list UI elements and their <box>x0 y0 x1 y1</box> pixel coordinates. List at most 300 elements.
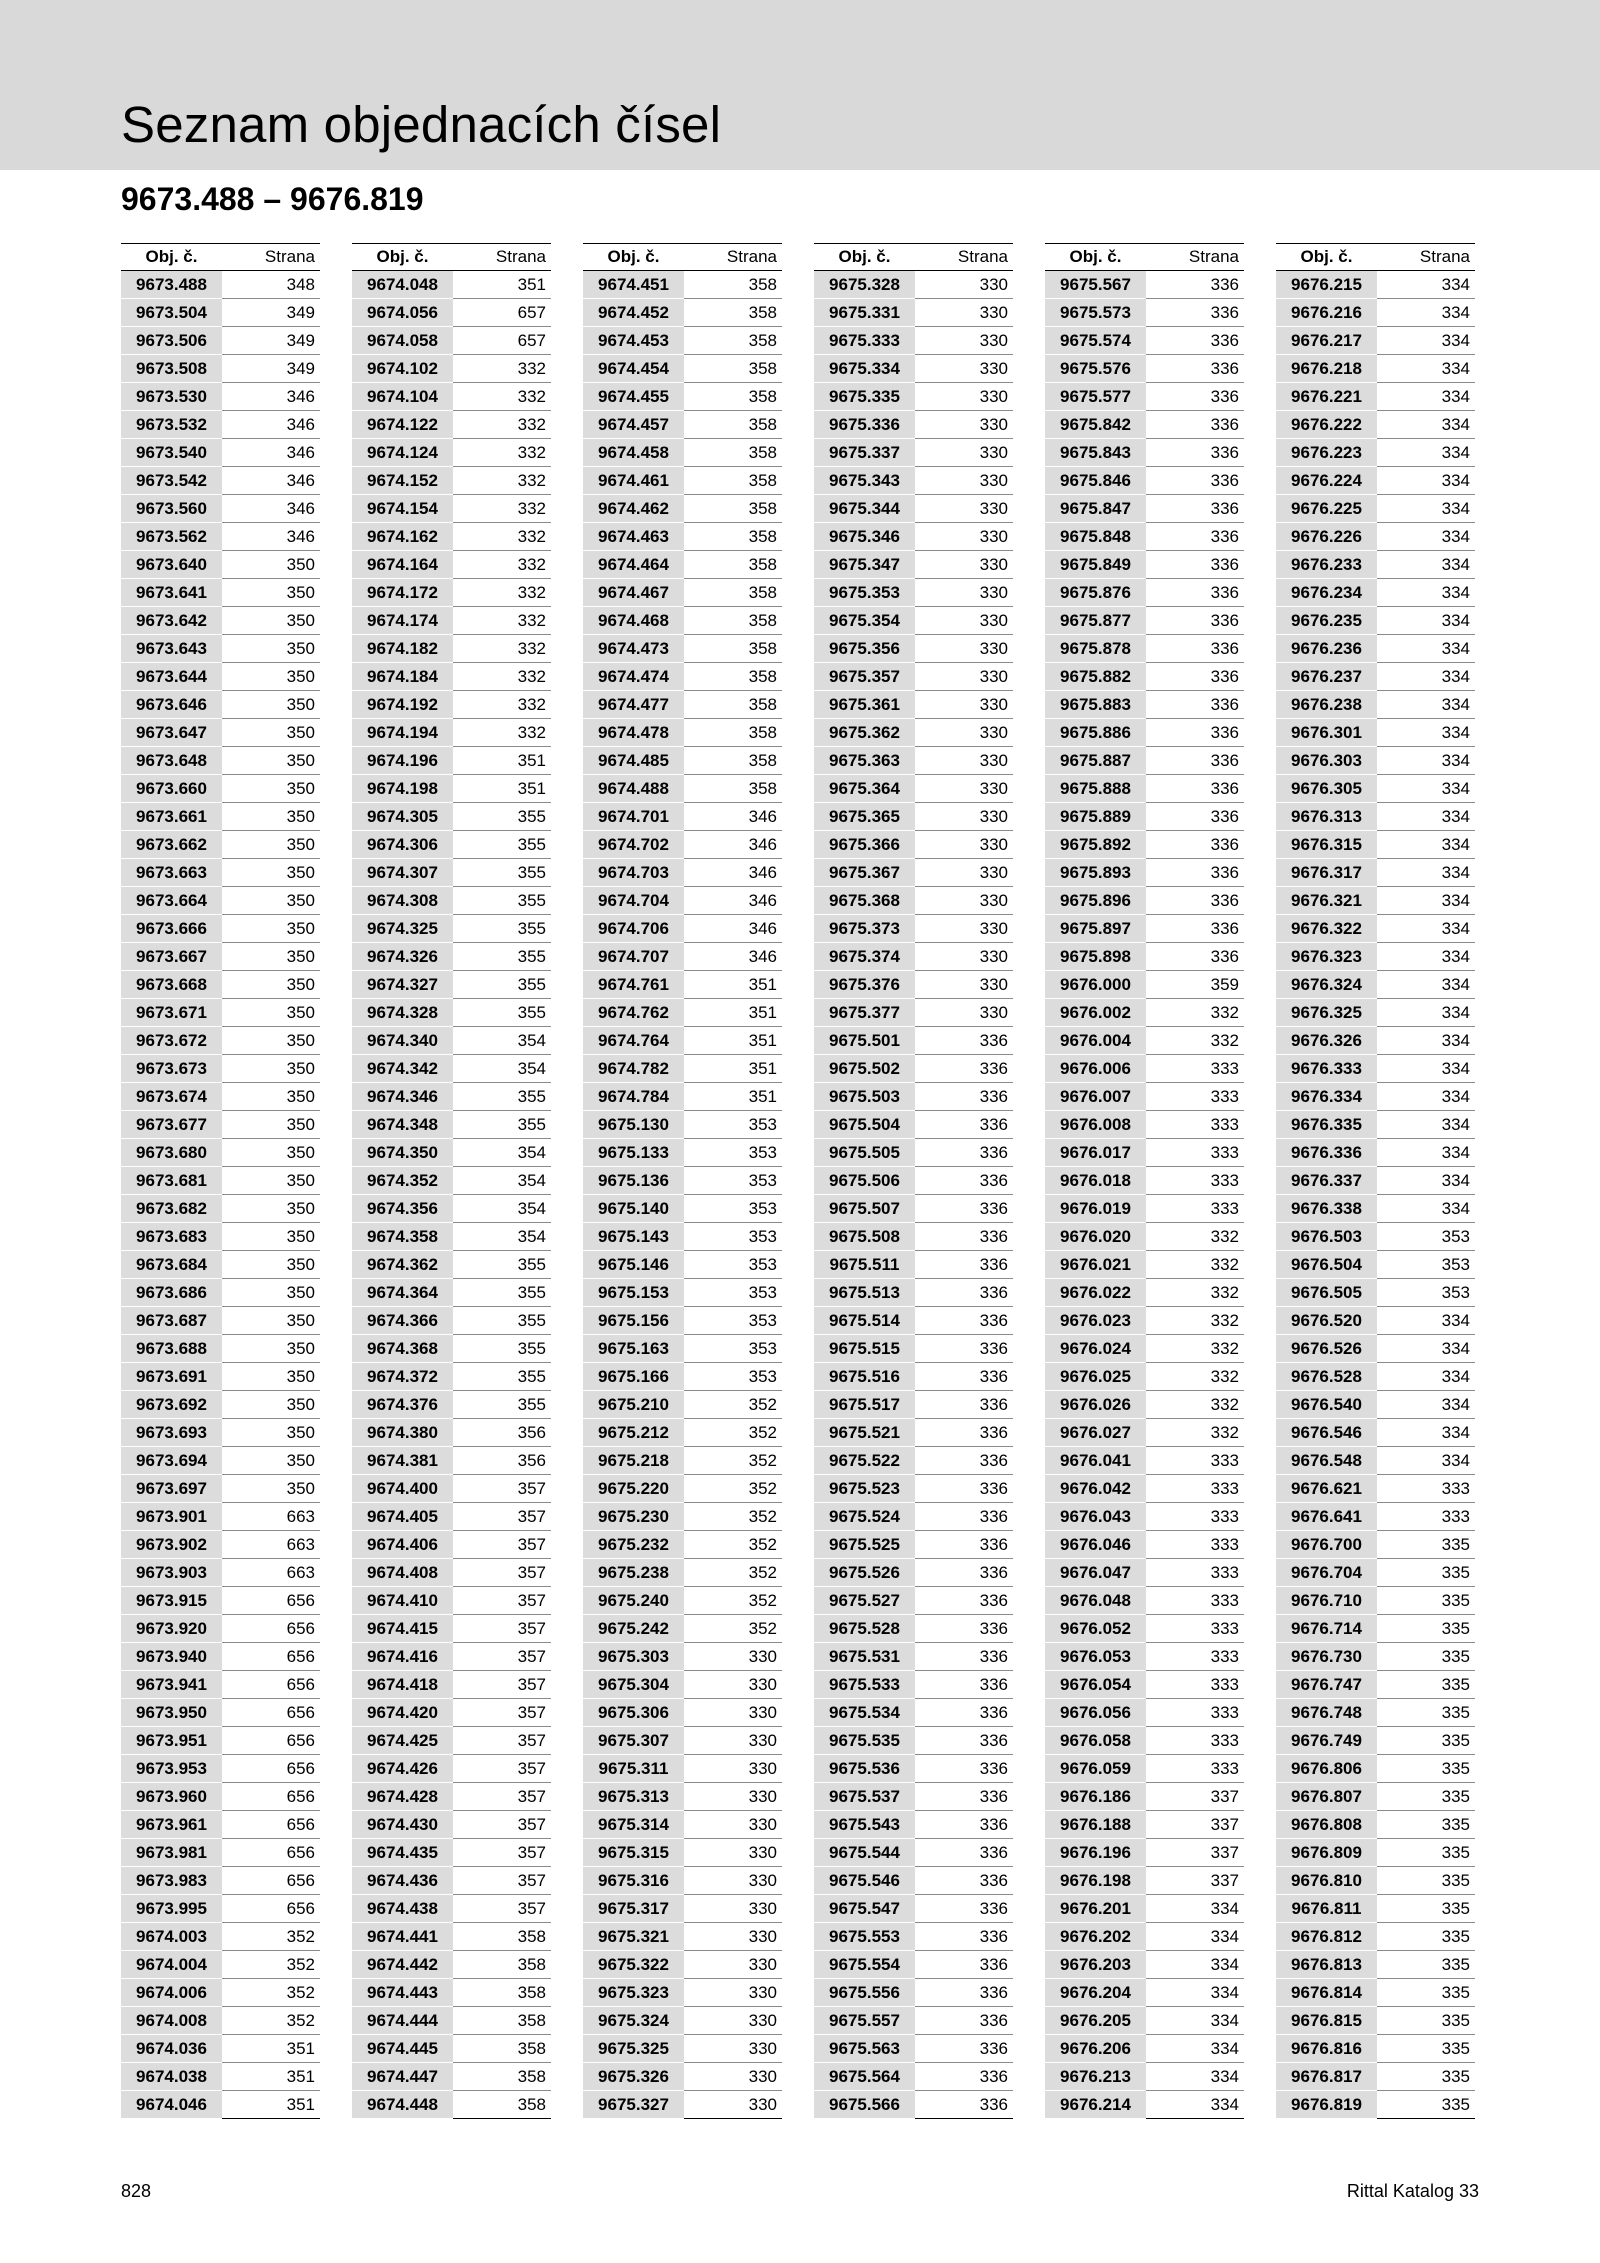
page-reference: 332 <box>1146 1027 1244 1055</box>
order-number: 9675.218 <box>583 1447 684 1475</box>
table-row <box>121 1419 320 1447</box>
order-number: 9674.703 <box>583 859 684 887</box>
table-row <box>121 1727 320 1755</box>
page-reference: 330 <box>915 663 1013 691</box>
order-number: 9676.006 <box>1045 1055 1146 1083</box>
table-row <box>814 1615 1013 1643</box>
order-number: 9673.950 <box>121 1699 222 1727</box>
order-number: 9674.162 <box>352 523 453 551</box>
table-row <box>1045 859 1244 887</box>
order-number: 9674.408 <box>352 1559 453 1587</box>
order-number: 9675.377 <box>814 999 915 1027</box>
table-row <box>1045 1447 1244 1475</box>
order-number: 9676.202 <box>1045 1923 1146 1951</box>
order-number: 9673.542 <box>121 467 222 495</box>
order-number: 9675.361 <box>814 691 915 719</box>
page-reference: 332 <box>453 467 551 495</box>
table-row <box>583 1419 782 1447</box>
order-number: 9676.335 <box>1276 1111 1377 1139</box>
order-number: 9675.353 <box>814 579 915 607</box>
table-row <box>583 999 782 1027</box>
table-row <box>814 271 1013 299</box>
table-header-row <box>352 244 551 271</box>
page-reference: 336 <box>1146 663 1244 691</box>
table-row <box>1276 775 1475 803</box>
order-number: 9675.877 <box>1045 607 1146 635</box>
table-row <box>1276 1839 1475 1867</box>
page-reference: 337 <box>1146 1811 1244 1839</box>
table-row <box>1276 635 1475 663</box>
order-number: 9675.306 <box>583 1699 684 1727</box>
order-number: 9674.362 <box>352 1251 453 1279</box>
page-reference: 330 <box>915 523 1013 551</box>
order-number: 9676.058 <box>1045 1727 1146 1755</box>
page-reference: 350 <box>222 1307 320 1335</box>
page-reference: 352 <box>684 1447 782 1475</box>
order-number: 9675.889 <box>1045 803 1146 831</box>
order-number: 9676.816 <box>1276 2035 1377 2063</box>
order-number: 9674.458 <box>583 439 684 467</box>
order-number: 9676.206 <box>1045 2035 1146 2063</box>
page-reference: 330 <box>684 1951 782 1979</box>
order-number: 9674.707 <box>583 943 684 971</box>
table-row <box>814 1923 1013 1951</box>
page-reference: 350 <box>222 1083 320 1111</box>
order-number: 9676.323 <box>1276 943 1377 971</box>
order-number: 9675.311 <box>583 1755 684 1783</box>
page-reference: 353 <box>684 1307 782 1335</box>
page-reference: 333 <box>1146 1615 1244 1643</box>
page-reference: 335 <box>1377 1811 1475 1839</box>
page-reference: 352 <box>684 1475 782 1503</box>
page-reference: 350 <box>222 1475 320 1503</box>
page-reference: 663 <box>222 1531 320 1559</box>
order-number: 9674.426 <box>352 1755 453 1783</box>
table-row <box>352 1755 551 1783</box>
order-number: 9674.430 <box>352 1811 453 1839</box>
order-number: 9673.643 <box>121 635 222 663</box>
order-number: 9676.223 <box>1276 439 1377 467</box>
page-reference: 358 <box>684 635 782 663</box>
order-number: 9676.222 <box>1276 411 1377 439</box>
page-reference: 334 <box>1377 1335 1475 1363</box>
table-row <box>814 635 1013 663</box>
order-number: 9676.002 <box>1045 999 1146 1027</box>
order-number: 9676.305 <box>1276 775 1377 803</box>
order-number: 9675.577 <box>1045 383 1146 411</box>
order-number: 9675.526 <box>814 1559 915 1587</box>
order-number: 9675.525 <box>814 1531 915 1559</box>
page-reference: 358 <box>684 607 782 635</box>
order-number: 9676.224 <box>1276 467 1377 495</box>
order-number: 9676.052 <box>1045 1615 1146 1643</box>
page-reference: 349 <box>222 299 320 327</box>
table-row <box>1045 271 1244 299</box>
page-reference: 358 <box>453 2035 551 2063</box>
page-reference: 346 <box>222 467 320 495</box>
page-reference: 337 <box>1146 1839 1244 1867</box>
order-number: 9676.048 <box>1045 1587 1146 1615</box>
order-number: 9676.027 <box>1045 1419 1146 1447</box>
table-row <box>583 1951 782 1979</box>
page-reference: 332 <box>453 719 551 747</box>
order-number: 9675.317 <box>583 1895 684 1923</box>
page-reference: 355 <box>453 1335 551 1363</box>
order-number: 9673.680 <box>121 1139 222 1167</box>
table-row <box>1276 1475 1475 1503</box>
order-number: 9676.216 <box>1276 299 1377 327</box>
table-header-row <box>1045 244 1244 271</box>
order-number: 9674.048 <box>352 271 453 299</box>
table-row <box>1276 1895 1475 1923</box>
table-row <box>583 775 782 803</box>
table-row <box>814 1251 1013 1279</box>
order-number: 9675.537 <box>814 1783 915 1811</box>
page-reference: 330 <box>915 747 1013 775</box>
table-row <box>814 1139 1013 1167</box>
page-reference: 330 <box>915 495 1013 523</box>
order-number: 9675.893 <box>1045 859 1146 887</box>
table-row <box>121 1391 320 1419</box>
table-row <box>583 663 782 691</box>
order-number: 9673.920 <box>121 1615 222 1643</box>
order-number: 9676.730 <box>1276 1643 1377 1671</box>
order-number: 9676.504 <box>1276 1251 1377 1279</box>
order-number: 9676.236 <box>1276 635 1377 663</box>
order-number: 9674.306 <box>352 831 453 859</box>
page-reference: 350 <box>222 971 320 999</box>
table-row <box>352 831 551 859</box>
table-row <box>352 1251 551 1279</box>
table-row <box>1045 999 1244 1027</box>
order-number: 9674.004 <box>121 1951 222 1979</box>
order-number: 9674.340 <box>352 1027 453 1055</box>
order-number: 9676.810 <box>1276 1867 1377 1895</box>
table-row <box>352 1895 551 1923</box>
table-row <box>121 1055 320 1083</box>
table-row <box>352 943 551 971</box>
table-row <box>352 1307 551 1335</box>
order-number: 9676.814 <box>1276 1979 1377 2007</box>
order-number: 9676.317 <box>1276 859 1377 887</box>
page-reference: 350 <box>222 1279 320 1307</box>
table-row <box>1045 551 1244 579</box>
page-reference: 350 <box>222 999 320 1027</box>
page-reference: 352 <box>684 1419 782 1447</box>
page-reference: 346 <box>684 887 782 915</box>
order-number: 9676.056 <box>1045 1699 1146 1727</box>
order-number: 9674.415 <box>352 1615 453 1643</box>
table-row <box>352 1839 551 1867</box>
table-row <box>121 1279 320 1307</box>
order-number: 9676.548 <box>1276 1447 1377 1475</box>
table-row <box>1045 1671 1244 1699</box>
page-reference: 333 <box>1146 1643 1244 1671</box>
table-row <box>583 2091 782 2119</box>
order-number: 9674.453 <box>583 327 684 355</box>
order-number: 9673.903 <box>121 1559 222 1587</box>
table-row <box>121 467 320 495</box>
page-reference: 336 <box>1146 383 1244 411</box>
table-row <box>814 1643 1013 1671</box>
order-number: 9676.817 <box>1276 2063 1377 2091</box>
page-reference: 352 <box>684 1559 782 1587</box>
page-title: Seznam objednacích čísel <box>121 96 722 153</box>
table-row <box>814 467 1013 495</box>
table-row <box>583 915 782 943</box>
order-number: 9674.473 <box>583 635 684 663</box>
page-reference: 656 <box>222 1671 320 1699</box>
table-row <box>121 1111 320 1139</box>
table-row <box>583 355 782 383</box>
table-row <box>1045 1979 1244 2007</box>
page-reference: 336 <box>915 1195 1013 1223</box>
table-row <box>121 1643 320 1671</box>
table-row <box>1045 2063 1244 2091</box>
order-number: 9676.334 <box>1276 1083 1377 1111</box>
page-reference: 336 <box>1146 523 1244 551</box>
table-row <box>121 719 320 747</box>
table-row <box>583 467 782 495</box>
table-row <box>814 1111 1013 1139</box>
page-reference: 332 <box>453 635 551 663</box>
page-reference: 333 <box>1377 1503 1475 1531</box>
order-number: 9675.357 <box>814 663 915 691</box>
order-number: 9674.046 <box>121 2091 222 2119</box>
order-number: 9673.677 <box>121 1111 222 1139</box>
page-reference: 336 <box>915 1811 1013 1839</box>
page-reference: 330 <box>915 775 1013 803</box>
order-number: 9674.174 <box>352 607 453 635</box>
order-number: 9675.326 <box>583 2063 684 2091</box>
table-row <box>1276 1503 1475 1531</box>
order-number: 9673.664 <box>121 887 222 915</box>
table-row <box>1045 831 1244 859</box>
table-header-row <box>1276 244 1475 271</box>
page-reference: 357 <box>453 1895 551 1923</box>
page-reference: 334 <box>1377 271 1475 299</box>
order-number: 9675.331 <box>814 299 915 327</box>
order-number: 9674.457 <box>583 411 684 439</box>
order-number: 9675.374 <box>814 943 915 971</box>
table-row <box>121 1335 320 1363</box>
table-row <box>1276 1811 1475 1839</box>
order-number: 9673.672 <box>121 1027 222 1055</box>
table-row <box>1045 1503 1244 1531</box>
page-reference: 336 <box>1146 943 1244 971</box>
order-number: 9676.503 <box>1276 1223 1377 1251</box>
table-row <box>583 579 782 607</box>
order-number: 9675.212 <box>583 1419 684 1447</box>
page-reference: 355 <box>453 1083 551 1111</box>
page-reference: 335 <box>1377 1783 1475 1811</box>
table-row <box>814 1391 1013 1419</box>
table-row <box>121 1223 320 1251</box>
table-row <box>1276 1447 1475 1475</box>
page-reference: 357 <box>453 1699 551 1727</box>
table-row <box>352 1503 551 1531</box>
order-table-1 <box>121 243 320 2119</box>
table-row <box>1045 439 1244 467</box>
page-reference: 357 <box>453 1783 551 1811</box>
order-number: 9675.527 <box>814 1587 915 1615</box>
order-number: 9674.350 <box>352 1139 453 1167</box>
page-reference: 350 <box>222 1055 320 1083</box>
table-row <box>352 1083 551 1111</box>
table-row <box>352 1391 551 1419</box>
order-number: 9673.504 <box>121 299 222 327</box>
order-number: 9673.532 <box>121 411 222 439</box>
page-reference: 336 <box>915 1307 1013 1335</box>
page-reference: 332 <box>1146 1251 1244 1279</box>
order-number: 9674.418 <box>352 1671 453 1699</box>
order-number: 9675.240 <box>583 1587 684 1615</box>
table-row <box>352 1727 551 1755</box>
order-number: 9675.536 <box>814 1755 915 1783</box>
page-reference: 330 <box>684 1839 782 1867</box>
table-row <box>1045 2035 1244 2063</box>
page-reference: 330 <box>915 607 1013 635</box>
order-number: 9674.194 <box>352 719 453 747</box>
page-reference: 336 <box>915 1783 1013 1811</box>
page-reference: 332 <box>453 439 551 467</box>
table-row <box>1045 971 1244 999</box>
order-number: 9673.560 <box>121 495 222 523</box>
page-reference: 336 <box>1146 915 1244 943</box>
table-row <box>583 2063 782 2091</box>
order-number: 9673.688 <box>121 1335 222 1363</box>
page-reference: 357 <box>453 1671 551 1699</box>
table-row <box>583 1251 782 1279</box>
table-row <box>583 1335 782 1363</box>
table-row <box>814 999 1013 1027</box>
table-row <box>121 691 320 719</box>
page-reference: 332 <box>453 523 551 551</box>
order-number: 9675.848 <box>1045 523 1146 551</box>
order-number: 9673.540 <box>121 439 222 467</box>
page-reference: 330 <box>915 355 1013 383</box>
table-row <box>814 859 1013 887</box>
order-number: 9673.508 <box>121 355 222 383</box>
table-row <box>121 1251 320 1279</box>
page-reference: 330 <box>915 551 1013 579</box>
table-row <box>121 579 320 607</box>
table-row <box>352 1783 551 1811</box>
table-row <box>1276 1671 1475 1699</box>
table-row <box>121 1363 320 1391</box>
table-row <box>583 1895 782 1923</box>
order-number: 9673.642 <box>121 607 222 635</box>
order-number: 9674.462 <box>583 495 684 523</box>
order-number: 9674.381 <box>352 1447 453 1475</box>
page-reference: 355 <box>453 859 551 887</box>
order-number: 9676.226 <box>1276 523 1377 551</box>
order-number: 9676.041 <box>1045 1447 1146 1475</box>
page-reference: 354 <box>453 1027 551 1055</box>
order-number: 9676.047 <box>1045 1559 1146 1587</box>
page-reference: 334 <box>1377 327 1475 355</box>
page-reference: 353 <box>684 1363 782 1391</box>
order-number: 9674.445 <box>352 2035 453 2063</box>
order-number: 9673.682 <box>121 1195 222 1223</box>
page-reference: 330 <box>915 411 1013 439</box>
table-row <box>583 1615 782 1643</box>
table-row <box>583 1083 782 1111</box>
page-reference: 330 <box>684 1643 782 1671</box>
page-reference: 333 <box>1146 1503 1244 1531</box>
table-row <box>1276 1559 1475 1587</box>
order-number: 9674.468 <box>583 607 684 635</box>
table-row <box>1276 523 1475 551</box>
table-row <box>1276 831 1475 859</box>
page-reference: 336 <box>1146 579 1244 607</box>
order-number: 9674.056 <box>352 299 453 327</box>
order-number: 9673.666 <box>121 915 222 943</box>
page-reference: 335 <box>1377 1559 1475 1587</box>
table-row <box>814 2063 1013 2091</box>
table-row <box>1045 1195 1244 1223</box>
page-reference: 336 <box>915 1083 1013 1111</box>
page-reference: 334 <box>1377 635 1475 663</box>
table-row <box>583 1755 782 1783</box>
table-row <box>1276 2035 1475 2063</box>
page-reference: 336 <box>915 1167 1013 1195</box>
order-number: 9675.501 <box>814 1027 915 1055</box>
order-number: 9674.447 <box>352 2063 453 2091</box>
order-number: 9673.641 <box>121 579 222 607</box>
order-number: 9675.365 <box>814 803 915 831</box>
page-reference: 332 <box>1146 1223 1244 1251</box>
page-reference: 351 <box>222 2091 320 2119</box>
table-row <box>1045 635 1244 663</box>
table-row <box>352 1279 551 1307</box>
table-row <box>121 1531 320 1559</box>
catalog-name: Rittal Katalog 33 <box>1346 2181 1479 2201</box>
page-reference: 334 <box>1377 887 1475 915</box>
page-reference: 351 <box>684 999 782 1027</box>
order-table-5 <box>1045 243 1244 2119</box>
page-reference: 336 <box>1146 859 1244 887</box>
page-reference: 330 <box>915 803 1013 831</box>
order-number: 9675.363 <box>814 747 915 775</box>
page-reference: 352 <box>684 1615 782 1643</box>
order-number: 9675.166 <box>583 1363 684 1391</box>
table-row <box>1276 299 1475 327</box>
page-reference: 350 <box>222 1251 320 1279</box>
page-reference: 352 <box>684 1503 782 1531</box>
order-number: 9676.813 <box>1276 1951 1377 1979</box>
page-reference: 330 <box>915 299 1013 327</box>
table-row <box>352 1587 551 1615</box>
page-reference: 334 <box>1377 775 1475 803</box>
table-row <box>352 1923 551 1951</box>
table-row <box>1276 1195 1475 1223</box>
page-reference: 358 <box>453 2007 551 2035</box>
page-reference: 336 <box>915 1923 1013 1951</box>
page-reference: 336 <box>1146 775 1244 803</box>
order-number: 9674.443 <box>352 1979 453 2007</box>
table-row <box>352 327 551 355</box>
table-row <box>1276 1363 1475 1391</box>
table-row <box>1276 1727 1475 1755</box>
table-row <box>1276 747 1475 775</box>
page-reference: 330 <box>684 1755 782 1783</box>
page-reference: 351 <box>453 775 551 803</box>
table-row <box>1276 2091 1475 2119</box>
page-reference: 336 <box>1146 551 1244 579</box>
order-number: 9676.043 <box>1045 1503 1146 1531</box>
table-row <box>583 747 782 775</box>
